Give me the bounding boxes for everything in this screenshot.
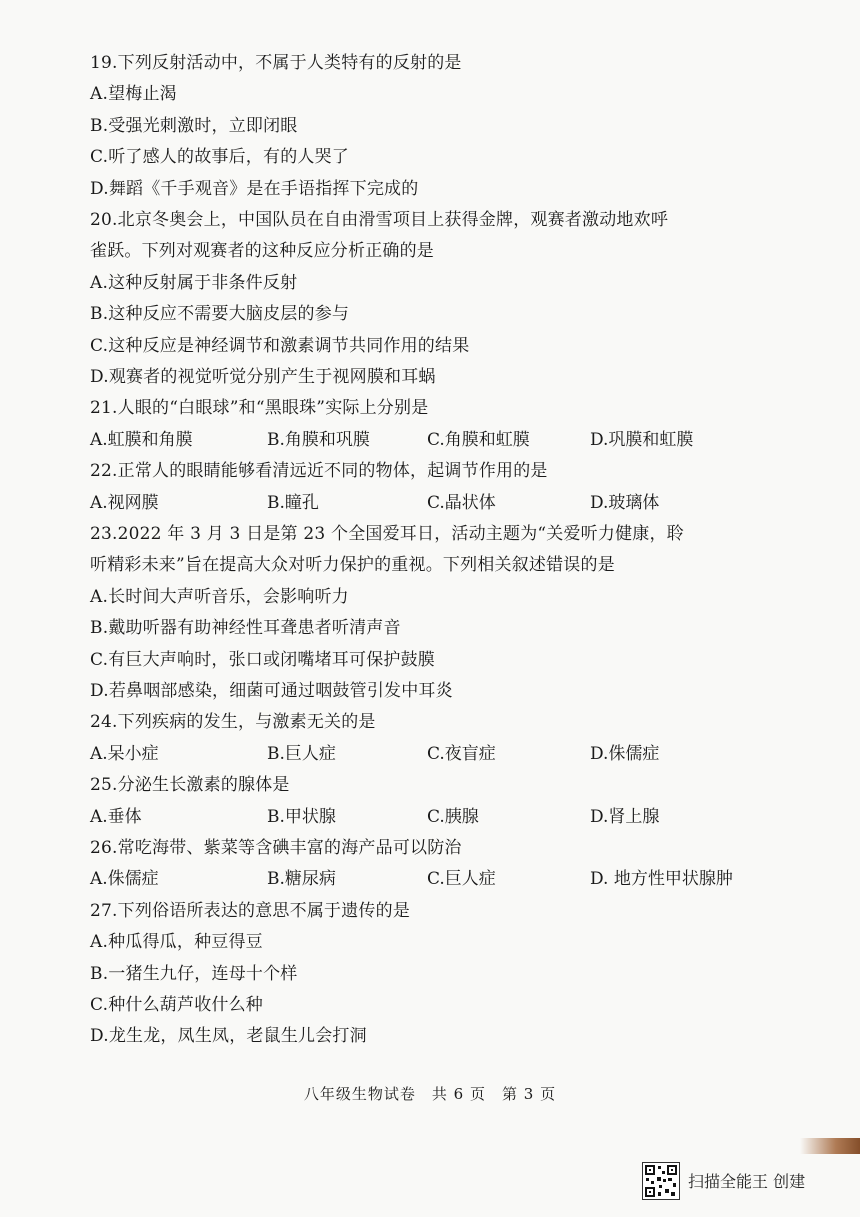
option-row [90, 806, 790, 828]
option-row [90, 868, 790, 890]
answer-option: A.望梅止渴 [90, 84, 177, 105]
page-footer: 八年级生物试卷 共 6 页 第 3 页 [303, 1085, 557, 1103]
question-stem: 25.分泌生长激素的腺体是 [90, 775, 290, 796]
question-stem: 22.正常人的眼睛能够看清远近不同的物体，起调节作用的是 [90, 461, 548, 482]
answer-option: C.晶状体 [427, 492, 496, 513]
answer-option: C.这种反应是神经调节和激素调节共同作用的结果 [90, 335, 470, 356]
option-row [90, 743, 790, 765]
answer-option: A.种瓜得瓜，种豆得豆 [90, 932, 263, 953]
answer-option: A.视网膜 [90, 492, 159, 513]
answer-option: B.角膜和巩膜 [267, 429, 370, 450]
answer-option: D.侏儒症 [590, 743, 660, 764]
answer-option: D.玻璃体 [590, 492, 660, 513]
answer-option: B.甲状腺 [267, 806, 336, 827]
question-stem: 27.下列俗语所表达的意思不属于遗传的是 [90, 900, 411, 921]
answer-option: C.夜盲症 [427, 743, 496, 764]
answer-option: A.这种反射属于非条件反射 [90, 272, 298, 293]
answer-option: A.长时间大声听音乐，会影响听力 [90, 586, 349, 607]
answer-option: B.瞳孔 [267, 492, 319, 513]
answer-option: A.呆小症 [90, 743, 159, 764]
qr-code-icon [642, 1162, 680, 1200]
answer-option: D.观赛者的视觉听觉分别产生于视网膜和耳蜗 [90, 367, 436, 387]
answer-option: B.这种反应不需要大脑皮层的参与 [90, 304, 350, 325]
question-stem: 23.2022 年 3 月 3 日是第 23 个全国爱耳日，活动主题为“关爱听力健康，聆 [90, 524, 684, 544]
question-stem: 20.北京冬奥会上，中国队员在自由滑雪项目上获得金牌，观赛者激动地欢呼 [90, 210, 669, 230]
answer-option: C.巨人症 [427, 869, 496, 890]
watermark-text: 扫描全能王 创建 [688, 1172, 806, 1191]
question-stem: 26.常吃海带、紫菜等含碘丰富的海产品可以防治 [90, 838, 462, 858]
answer-option: B.巨人症 [267, 743, 336, 764]
question-stem: 19.下列反射活动中，不属于人类特有的反射的是 [90, 53, 462, 73]
option-row [90, 492, 790, 514]
scanner-watermark [642, 1160, 842, 1200]
answer-option: D.巩膜和虹膜 [590, 429, 694, 450]
answer-option: D.舞蹈《千手观音》是在手语指挥下完成的 [90, 178, 419, 199]
scan-edge-artifact [800, 1138, 860, 1154]
answer-option: C.胰腺 [427, 806, 479, 827]
question-stem: 24.下列疾病的发生，与激素无关的是 [90, 712, 376, 733]
answer-option: A.虹膜和角膜 [90, 429, 193, 450]
answer-option: D.肾上腺 [590, 806, 660, 827]
answer-option: B.受强光刺激时，立即闭眼 [90, 115, 298, 136]
answer-option: D.龙生龙，凤生凤，老鼠生儿会打洞 [90, 1026, 367, 1047]
answer-option: B.一猪生九仔，连母十个样 [90, 963, 298, 984]
answer-option: A.侏儒症 [90, 869, 159, 890]
answer-option: C.听了感人的故事后，有的人哭了 [90, 147, 350, 168]
answer-option: C.角膜和虹膜 [427, 429, 530, 450]
answer-option: D.若鼻咽部感染，细菌可通过咽鼓管引发中耳炎 [90, 681, 453, 701]
question-stem: 雀跃。下列对观赛者的这种反应分析正确的是 [90, 241, 434, 262]
question-stem: 听精彩未来”旨在提高大众对听力保护的重视。下列相关叙述错误的是 [90, 555, 615, 576]
answer-option: B.糖尿病 [267, 869, 336, 890]
option-row [90, 429, 790, 451]
answer-option: A.垂体 [90, 806, 142, 827]
question-stem: 21.人眼的“白眼球”和“黑眼珠”实际上分别是 [90, 398, 429, 419]
answer-option: C.种什么葫芦收什么种 [90, 995, 264, 1015]
answer-option: B.戴助听器有助神经性耳聋患者听清声音 [90, 618, 401, 639]
answer-option: C.有巨大声响时，张口或闭嘴堵耳可保护鼓膜 [90, 649, 436, 670]
answer-option: D. 地方性甲状腺肿 [590, 869, 733, 890]
